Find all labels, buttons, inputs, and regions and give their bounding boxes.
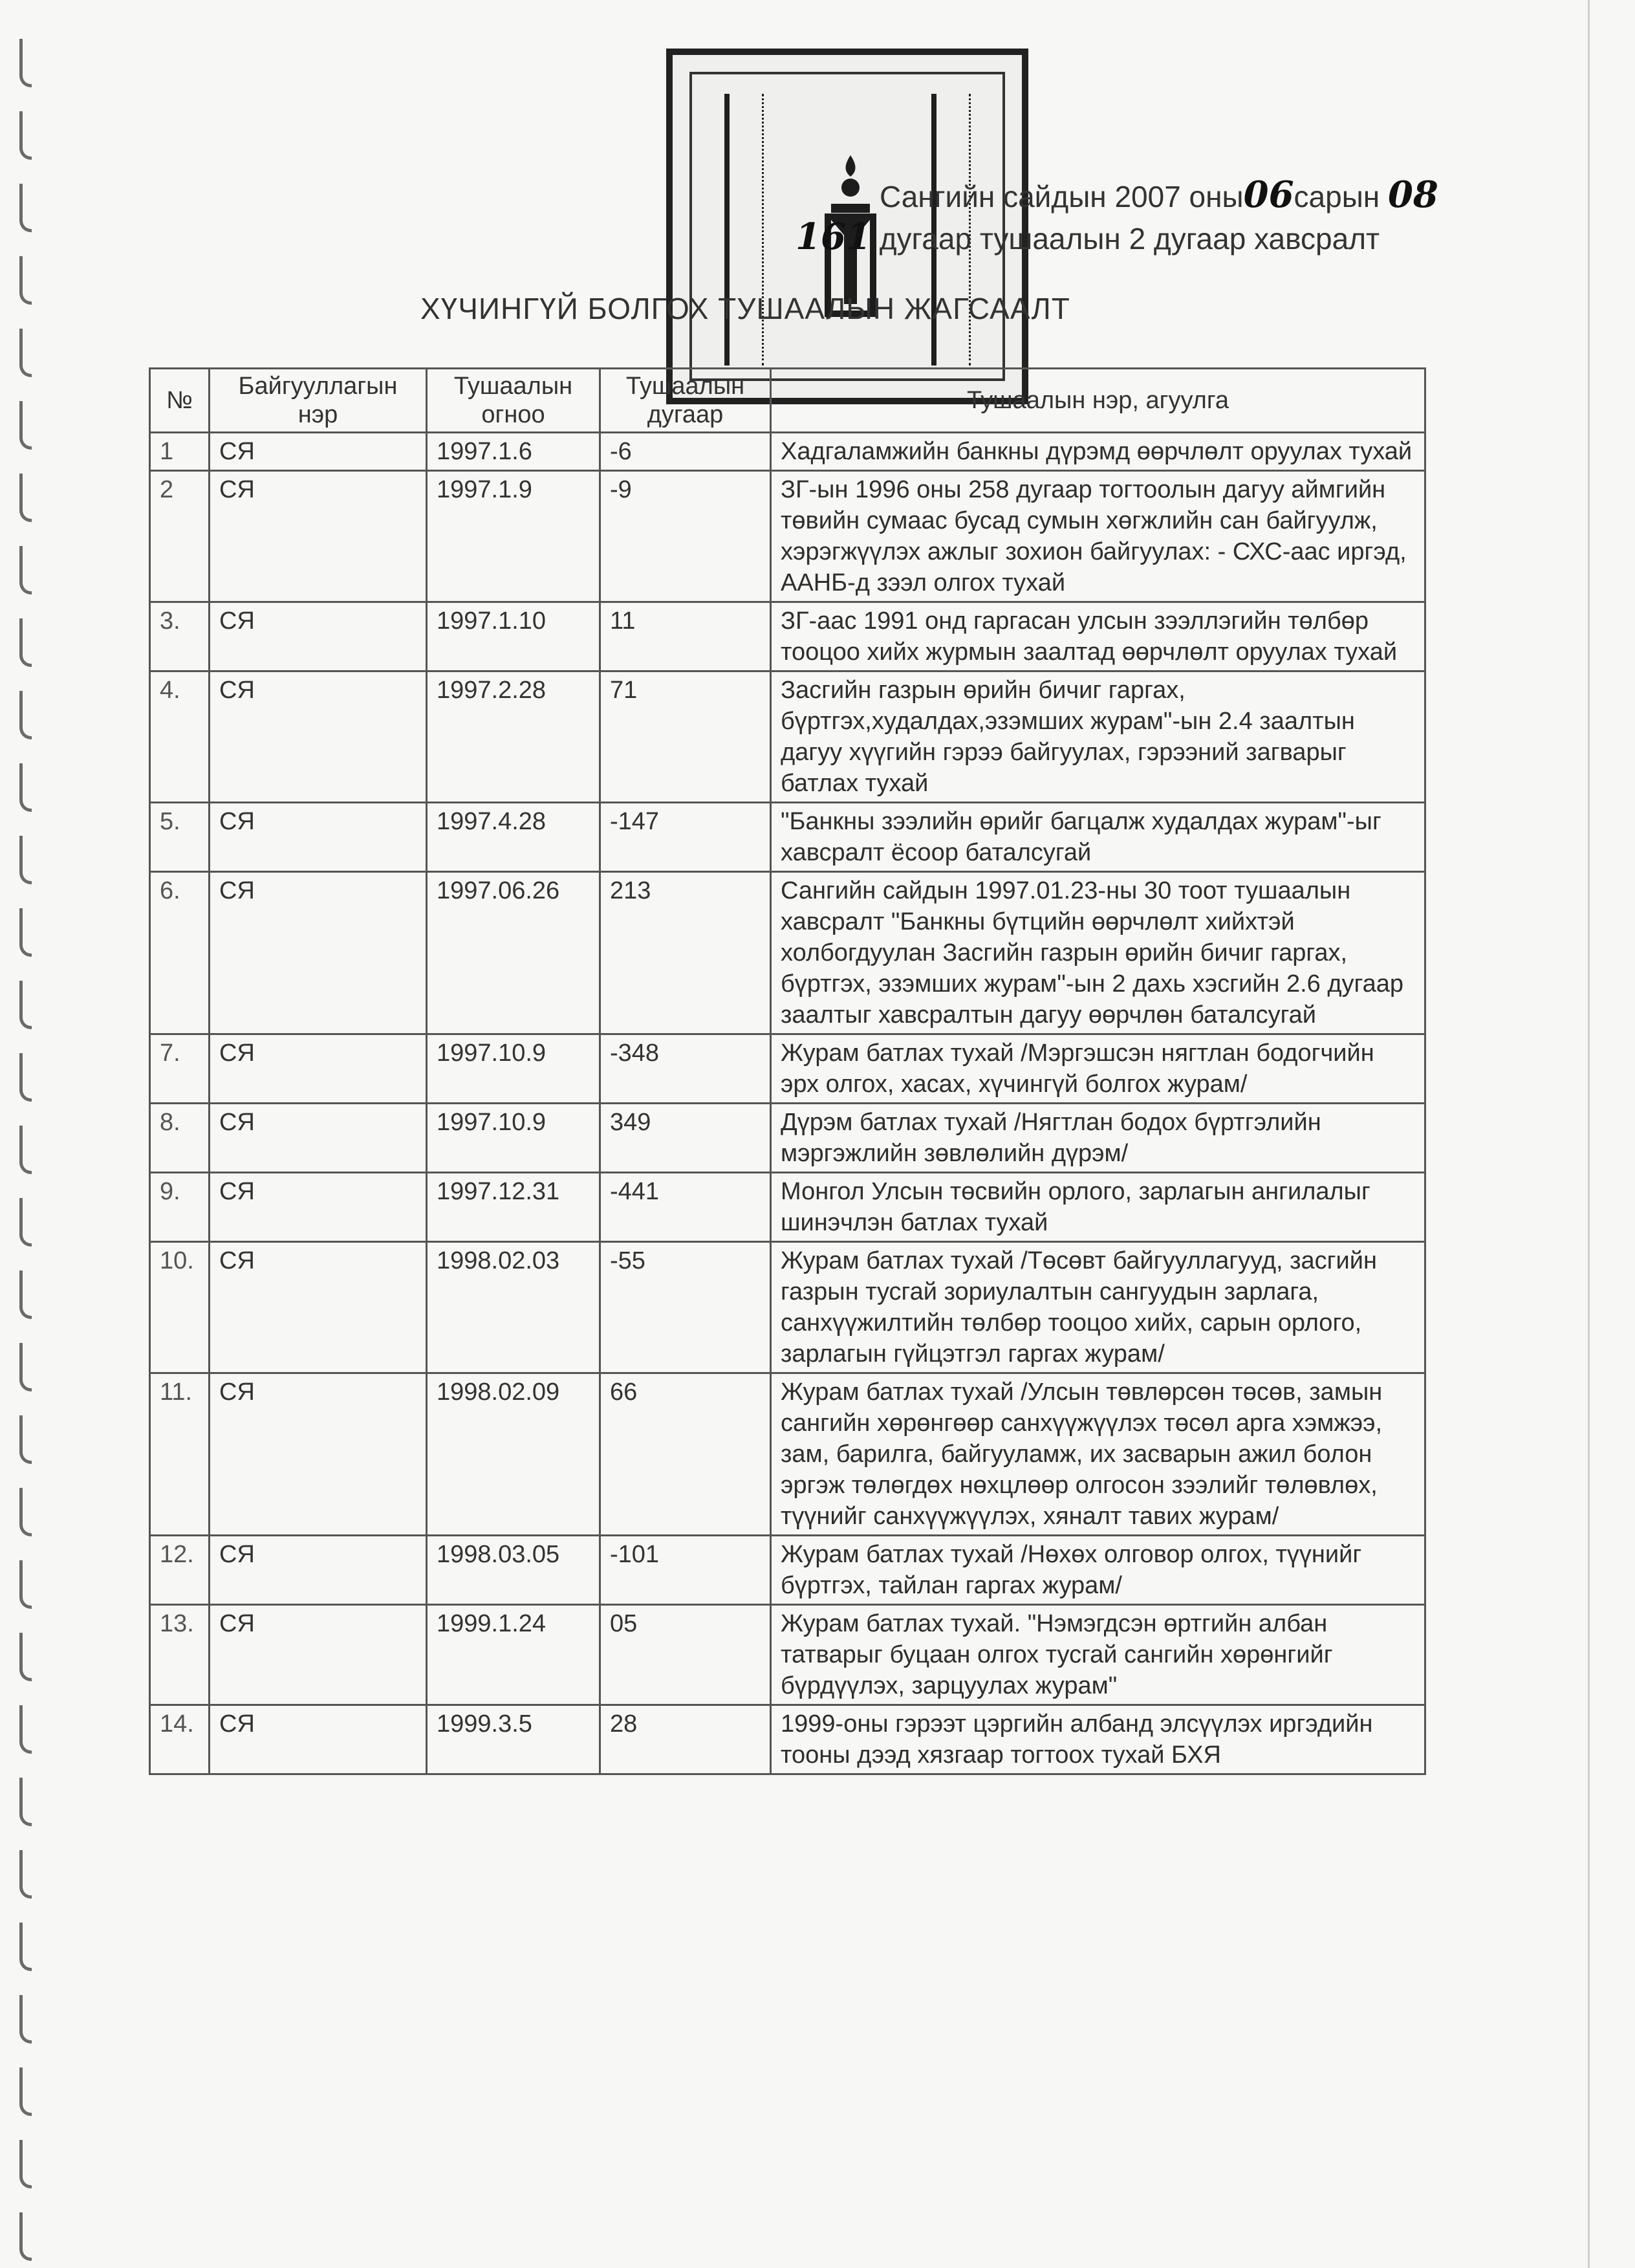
binding-hole — [19, 908, 32, 957]
cell-number: -9 — [600, 471, 771, 602]
binding-hole — [19, 1705, 32, 1754]
cell-content: Засгийн газрын өрийн бичиг гаргах, бүртгэх,худалдах,эзэмших журам"-ын 2.4 заалтын дагуу хүүгийн гэрээ байгуулах, гэрээний загварыг батлах тухай — [771, 671, 1425, 803]
cell-date: 1997.1.9 — [427, 471, 600, 602]
binding-hole — [19, 1415, 32, 1464]
cell-org: СЯ — [210, 872, 427, 1034]
table-header-row — [150, 369, 1425, 433]
cell-date: 1997.1.10 — [427, 602, 600, 671]
handwritten-order-number: 161 — [796, 215, 871, 258]
cell-date: 1997.12.31 — [427, 1173, 600, 1242]
cell-number: 05 — [600, 1605, 771, 1705]
cell-org: СЯ — [210, 602, 427, 671]
table-row — [150, 433, 1425, 471]
cell-no: 4. — [150, 671, 210, 803]
header-attachment-text: дугаар тушаалын 2 дугаар хавсралт — [879, 222, 1380, 256]
cell-date: 1997.4.28 — [427, 803, 600, 872]
binding-hole — [19, 329, 32, 377]
table-row — [150, 602, 1425, 671]
binding-hole — [19, 2212, 32, 2261]
cell-date: 1998.02.03 — [427, 1242, 600, 1373]
table-row — [150, 1605, 1425, 1705]
table-row — [150, 1173, 1425, 1242]
binding-hole — [19, 836, 32, 884]
cell-no: 14. — [150, 1705, 210, 1774]
col-header-org: Байгууллагын нэр — [210, 369, 427, 433]
binding-hole — [19, 1923, 32, 1971]
binding-hole — [19, 2140, 32, 2188]
page-edge — [1588, 0, 1590, 2268]
binding-hole — [19, 184, 32, 232]
cell-content: Хадгаламжийн банкны дүрэмд өөрчлөлт оруулах тухай — [771, 433, 1425, 471]
cell-number: 213 — [600, 872, 771, 1034]
table-row — [150, 1536, 1425, 1605]
spiral-binding — [0, 0, 58, 2268]
cell-content: ЗГ-ын 1996 оны 258 дугаар тогтоолын дагуу аймгийн төвийн сумаас бусад сумын хөгжлийн сан байгуулж, хэрэгжүүлэх ажлыг зохион байгуулах: - СХС-аас иргэд, ААНБ-д зээл олгох тухай — [771, 471, 1425, 602]
cell-no: 13. — [150, 1605, 210, 1705]
cell-org: СЯ — [210, 1034, 427, 1104]
header-line-2 — [796, 217, 1526, 259]
cell-number: -441 — [600, 1173, 771, 1242]
cell-org: СЯ — [210, 671, 427, 803]
table-row — [150, 872, 1425, 1034]
binding-hole — [19, 1778, 32, 1826]
cell-org: СЯ — [210, 1173, 427, 1242]
cell-number: 71 — [600, 671, 771, 803]
binding-hole — [19, 1633, 32, 1681]
cell-no: 2 — [150, 471, 210, 602]
binding-hole — [19, 256, 32, 305]
cell-date: 1998.03.05 — [427, 1536, 600, 1605]
cell-number: 11 — [600, 602, 771, 671]
table-row — [150, 1104, 1425, 1173]
cell-date: 1997.10.9 — [427, 1034, 600, 1104]
binding-hole — [19, 1126, 32, 1174]
binding-hole — [19, 618, 32, 667]
cell-no: 7. — [150, 1034, 210, 1104]
cell-date: 1997.06.26 — [427, 872, 600, 1034]
cell-no: 1 — [150, 433, 210, 471]
cell-number: -6 — [600, 433, 771, 471]
binding-hole — [19, 1198, 32, 1247]
cell-content: 1999-оны гэрээт цэргийн албанд элсүүлэх иргэдийн тооны дээд хязгаар тогтоох тухай БХЯ — [771, 1705, 1425, 1774]
cell-org: СЯ — [210, 1104, 427, 1173]
header-month-word: сарын — [1294, 180, 1380, 213]
cell-no: 9. — [150, 1173, 210, 1242]
binding-hole — [19, 1053, 32, 1102]
cell-org: СЯ — [210, 471, 427, 602]
cell-org: СЯ — [210, 1605, 427, 1705]
binding-hole — [19, 691, 32, 739]
cell-number: 66 — [600, 1373, 771, 1536]
cell-org: СЯ — [210, 1373, 427, 1536]
cell-number: -55 — [600, 1242, 771, 1373]
cell-org: СЯ — [210, 1242, 427, 1373]
cell-no: 5. — [150, 803, 210, 872]
handwritten-day: 08 — [1387, 173, 1438, 216]
table-row — [150, 1705, 1425, 1774]
cell-content: Монгол Улсын төсвийн орлого, зарлагын ангилалыг шинэчлэн батлах тухай — [771, 1173, 1425, 1242]
cell-no: 6. — [150, 872, 210, 1034]
table-row — [150, 1034, 1425, 1104]
table-row — [150, 671, 1425, 803]
cell-number: 28 — [600, 1705, 771, 1774]
cell-content: Журам батлах тухай /Улсын төвлөрсөн төсөв, замын сангийн хөрөнгөөр санхүүжүүлэх төсөл арга хэмжээ, зам, барилга, байгууламж, их засварын ажил болон эргэж төлөгдөх нөхцлөөр олгосон зээлийг төлөвлөх, түүнийг санхүүжүүлэх, хяналт тавих журам/ — [771, 1373, 1425, 1536]
cell-number: -101 — [600, 1536, 771, 1605]
cell-date: 1998.02.09 — [427, 1373, 600, 1536]
binding-hole — [19, 1270, 32, 1319]
cell-date: 1999.3.5 — [427, 1705, 600, 1774]
table-row — [150, 803, 1425, 872]
header-line-1 — [880, 175, 1526, 217]
cell-no: 12. — [150, 1536, 210, 1605]
binding-hole — [19, 1343, 32, 1391]
cell-content: Дүрэм батлах тухай /Нягтлан бодох бүртгэлийн мэргэжлийн зөвлөлийн дүрэм/ — [771, 1104, 1425, 1173]
binding-hole — [19, 1995, 32, 2044]
orders-table — [149, 367, 1426, 1775]
col-header-date: Тушаалын огноо — [427, 369, 600, 433]
cell-date: 1997.2.28 — [427, 671, 600, 803]
table-row — [150, 1242, 1425, 1373]
cell-no: 8. — [150, 1104, 210, 1173]
cell-date: 1997.10.9 — [427, 1104, 600, 1173]
col-header-content: Тушаалын нэр, агуулга — [771, 369, 1425, 433]
binding-hole — [19, 2067, 32, 2116]
table-row — [150, 471, 1425, 602]
cell-number: 349 — [600, 1104, 771, 1173]
cell-number: -147 — [600, 803, 771, 872]
table-row — [150, 1373, 1425, 1536]
col-header-no: № — [150, 369, 210, 433]
cell-date: 1997.1.6 — [427, 433, 600, 471]
binding-hole — [19, 39, 32, 87]
table-body — [150, 433, 1425, 1774]
binding-hole — [19, 401, 32, 450]
binding-hole — [19, 1560, 32, 1609]
binding-hole — [19, 763, 32, 812]
header-prefix: Сангийн сайдын 2007 оны — [880, 180, 1244, 213]
cell-org: СЯ — [210, 1705, 427, 1774]
col-header-number: Тушаалын дугаар — [600, 369, 771, 433]
cell-org: СЯ — [210, 433, 427, 471]
handwritten-month: 06 — [1243, 173, 1294, 216]
cell-org: СЯ — [210, 1536, 427, 1605]
cell-content: Журам батлах тухай /Төсөвт байгууллагууд, засгийн газрын тусгай зориулалтын сангуудын зарлага, санхүүжилтийн төлбөр тооцоо хийх, сарын орлого, зарлагын гүйцэтгэл гаргах журам/ — [771, 1242, 1425, 1373]
cell-content: Сангийн сайдын 1997.01.23-ны 30 тоот тушаалын хавсралт "Банкны бүтцийн өөрчлөлт хийхтэй холбогдуулан Засгийн газрын өрийн бичиг гаргах, бүртгэх, эзэмших журам"-ын 2 дахь хэсгийн 2.6 дугаар заалтыг хавсралтын дагуу өөрчлөн баталсугай — [771, 872, 1425, 1034]
cell-org: СЯ — [210, 803, 427, 872]
cell-content: Журам батлах тухай /Мэргэшсэн нягтлан бодогчийн эрх олгох, хасах, хүчингүй болгох журам/ — [771, 1034, 1425, 1104]
binding-hole — [19, 1850, 32, 1899]
cell-content: Журам батлах тухай /Нөхөх олговор олгох, түүнийг бүртгэх, тайлан гаргах журам/ — [771, 1536, 1425, 1605]
cell-no: 10. — [150, 1242, 210, 1373]
cell-content: ЗГ-аас 1991 онд гаргасан улсын зээллэгийн төлбөр тооцоо хийх журмын заалтад өөрчлөлт оруулах тухай — [771, 602, 1425, 671]
binding-hole — [19, 1488, 32, 1536]
cell-no: 3. — [150, 602, 210, 671]
cell-no: 11. — [150, 1373, 210, 1536]
cell-date: 1999.1.24 — [427, 1605, 600, 1705]
binding-hole — [19, 981, 32, 1029]
cell-content: Журам батлах тухай. "Нэмэгдсэн өртгийн албан татварыг буцаан олгох тусгай сангийн хөрөнгийг бүрдүүлэх, зарцуулах журам" — [771, 1605, 1425, 1705]
binding-hole — [19, 474, 32, 522]
document-header — [796, 173, 1526, 259]
binding-hole — [19, 546, 32, 594]
binding-hole — [19, 111, 32, 160]
document-title: ХҮЧИНГҮЙ БОЛГОХ ТУШААЛЫН ЖАГСААЛТ — [420, 292, 1070, 325]
cell-number: -348 — [600, 1034, 771, 1104]
cell-content: "Банкны зээлийн өрийг багцалж худалдах журам"-ыг хавсралт ёсоор баталсугай — [771, 803, 1425, 872]
